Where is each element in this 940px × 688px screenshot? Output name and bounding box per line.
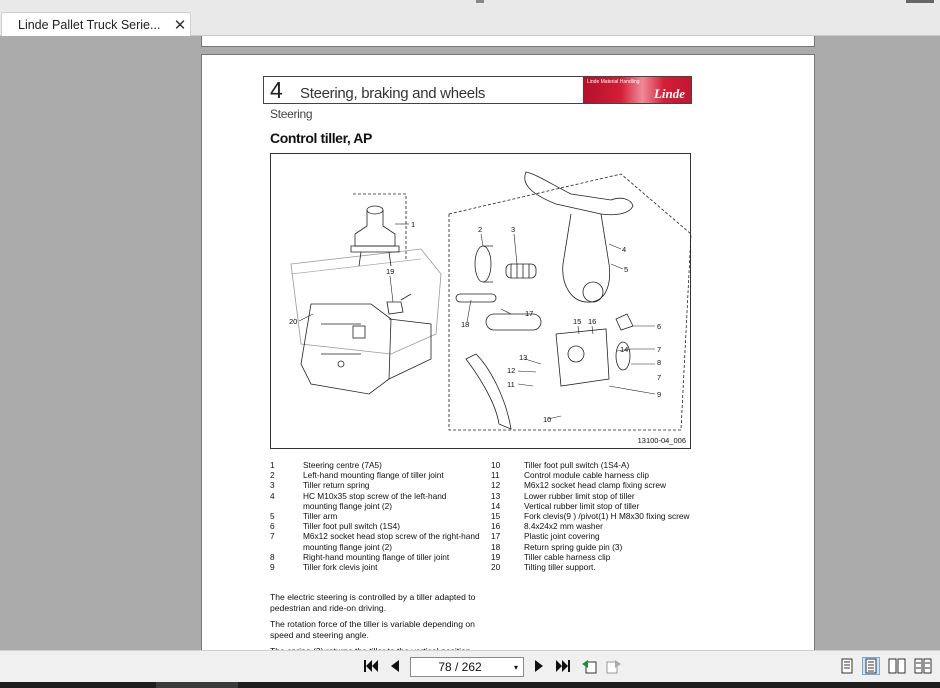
continuous-page-icon (864, 658, 878, 674)
first-page-icon (363, 659, 379, 673)
exploded-diagram (270, 153, 691, 449)
last-page-button[interactable] (554, 657, 572, 675)
legend-right (491, 460, 701, 572)
legend-text: Tiller foot pull switch (1S4-A) (524, 460, 630, 470)
legend-num: 1 (270, 460, 275, 470)
legend-row (270, 480, 480, 490)
tab-title: Linde Pallet Truck Serie... (18, 17, 161, 32)
callout-19: 19 (386, 267, 395, 276)
legend-num: 19 (491, 551, 501, 562)
callout-12: 12 (507, 366, 516, 375)
taskbar-highlight (156, 682, 238, 688)
legend-row (491, 552, 701, 562)
legend-row (270, 470, 480, 480)
page-heading: Control tiller, AP (270, 130, 372, 146)
legend-text: Tilting tiller support. (524, 562, 596, 573)
legend-row (491, 511, 701, 521)
page-indicator: 78 / 262 (438, 660, 482, 674)
previous-page-button[interactable] (386, 657, 404, 675)
diagram-drawing (271, 154, 692, 450)
legend-row (491, 460, 701, 470)
paragraph: The rotation force of the tiller is variable depending on speed and steering angle. (270, 619, 475, 640)
callout-15: 15 (573, 317, 582, 326)
legend-text: Vertical rubber limit stop of tiller (524, 500, 640, 511)
brand-logo-band (583, 77, 691, 103)
legend-num: 11 (491, 470, 500, 481)
callout-17: 17 (525, 309, 534, 318)
chevron-down-icon[interactable]: ▾ (513, 662, 518, 672)
legend-text: Tiller foot pull switch (1S4) (303, 521, 400, 532)
legend-row (491, 491, 701, 501)
callout-13: 13 (519, 353, 528, 362)
document-tab[interactable] (1, 12, 191, 36)
legend-num: 18 (491, 541, 501, 552)
callout-2: 2 (478, 225, 483, 234)
callout-10: 10 (543, 415, 552, 424)
legend-num: 15 (491, 511, 501, 522)
callout-3: 3 (511, 225, 516, 234)
chapter-header (263, 76, 692, 104)
legend-text: Return spring guide pin (3) (524, 541, 623, 552)
legend-text: 8.4x24x2 mm washer (524, 521, 603, 532)
legend-text: Plastic joint covering (524, 531, 600, 542)
legend-num: 3 (270, 480, 275, 491)
document-page (201, 54, 815, 674)
legend-row (270, 531, 480, 551)
legend-num: 12 (491, 480, 501, 491)
callout-11: 11 (507, 380, 515, 389)
figure-code: 13100-04_006 (637, 436, 686, 445)
go-forward-icon (605, 658, 623, 674)
brand-small-text: Linde Material Handling (587, 79, 640, 85)
legend-text: Tiller fork clevis joint (303, 562, 378, 573)
legend-row (491, 501, 701, 511)
callout-5: 5 (624, 265, 629, 274)
callout-18: 18 (461, 320, 470, 329)
page-number-selector[interactable] (410, 657, 524, 677)
callout-7b: 7 (657, 373, 662, 382)
legend-text: Steering centre (7A5) (303, 460, 382, 470)
legend-row (491, 470, 701, 480)
legend-num: 10 (491, 460, 501, 470)
go-back-icon (580, 658, 598, 674)
callout-14: 14 (620, 345, 629, 354)
legend-text: Fork clevis(9 ) /pivot(1) H M8x30 fixing screw (524, 511, 690, 522)
facing-pages-icon (888, 658, 906, 674)
legend-row (491, 562, 701, 572)
legend-num: 13 (491, 490, 501, 501)
tab-bar (0, 0, 940, 36)
callout-4: 4 (622, 245, 627, 254)
last-page-icon (555, 659, 571, 673)
continuous-view-button[interactable] (862, 657, 880, 675)
legend-row (270, 491, 480, 511)
section-title: Steering (270, 107, 313, 121)
legend-num: 17 (491, 531, 501, 542)
callout-20: 20 (289, 317, 298, 326)
legend-num: 2 (270, 470, 275, 481)
next-page-icon (533, 659, 545, 673)
document-viewport[interactable] (0, 36, 940, 650)
legend-text: Tiller arm (303, 511, 338, 522)
single-page-icon (840, 658, 854, 674)
previous-page-icon (389, 659, 401, 673)
legend-num: 7 (270, 531, 275, 542)
legend-num: 6 (270, 521, 275, 532)
legend-num: 8 (270, 551, 275, 562)
continuous-facing-view-button[interactable] (914, 657, 932, 675)
legend-text: Control module cable harness clip (524, 470, 649, 481)
legend-text: HC M10x35 stop screw of the left-hand mounting flange joint (2) (303, 490, 447, 511)
legend-text: M6x12 socket head clamp fixing screw (524, 480, 667, 491)
legend-num: 16 (491, 521, 501, 532)
navigation-toolbar (0, 650, 940, 682)
taskbar-strip (0, 682, 940, 688)
callout-6: 6 (657, 322, 662, 331)
legend-num: 5 (270, 511, 275, 522)
legend-num: 4 (270, 490, 275, 501)
window-control-mark (906, 0, 934, 3)
legend-text: Tiller cable harness clip (524, 551, 611, 562)
go-back-button[interactable] (580, 657, 598, 675)
legend-row (491, 542, 701, 552)
window-edge-mark (476, 0, 484, 3)
legend-num: 14 (491, 500, 501, 511)
chapter-number: 4 (270, 77, 283, 103)
previous-page-edge (201, 36, 815, 47)
legend-left (270, 460, 480, 572)
legend-text: M6x12 socket head stop screw of the right-hand mounting flange joint (2) (303, 531, 480, 552)
legend-text: Lower rubber limit stop of tiller (524, 490, 635, 501)
next-page-button[interactable] (530, 657, 548, 675)
legend-num: 9 (270, 562, 275, 573)
legend-row (491, 521, 701, 531)
legend-row (491, 531, 701, 541)
legend-row (270, 562, 480, 572)
legend-row (270, 521, 480, 531)
legend-num: 20 (491, 562, 501, 573)
legend-text: Left-hand mounting flange of tiller joint (303, 470, 444, 481)
legend-row (270, 552, 480, 562)
legend-row (491, 480, 701, 490)
callout-8: 8 (657, 358, 662, 367)
callout-1: 1 (411, 220, 416, 229)
single-page-view-button[interactable] (838, 657, 856, 675)
callout-7: 7 (657, 345, 662, 354)
close-tab-icon[interactable]: ✕ (173, 16, 187, 34)
callout-16: 16 (588, 317, 597, 326)
continuous-facing-icon (914, 658, 932, 674)
paragraph: The electric steering is controlled by a tiller adapted to pedestrian and ride-on driving. (270, 592, 476, 613)
go-forward-button[interactable] (605, 657, 623, 675)
linde-logo: Linde (653, 86, 685, 101)
callout-9: 9 (657, 390, 662, 399)
legend-row (270, 511, 480, 521)
chapter-title: Steering, braking and wheels (300, 85, 486, 102)
legend-row (270, 460, 480, 470)
first-page-button[interactable] (362, 657, 380, 675)
facing-view-button[interactable] (888, 657, 906, 675)
legend-text: Right-hand mounting flange of tiller joint (303, 551, 450, 562)
legend-text: Tiller return spring (303, 480, 370, 491)
